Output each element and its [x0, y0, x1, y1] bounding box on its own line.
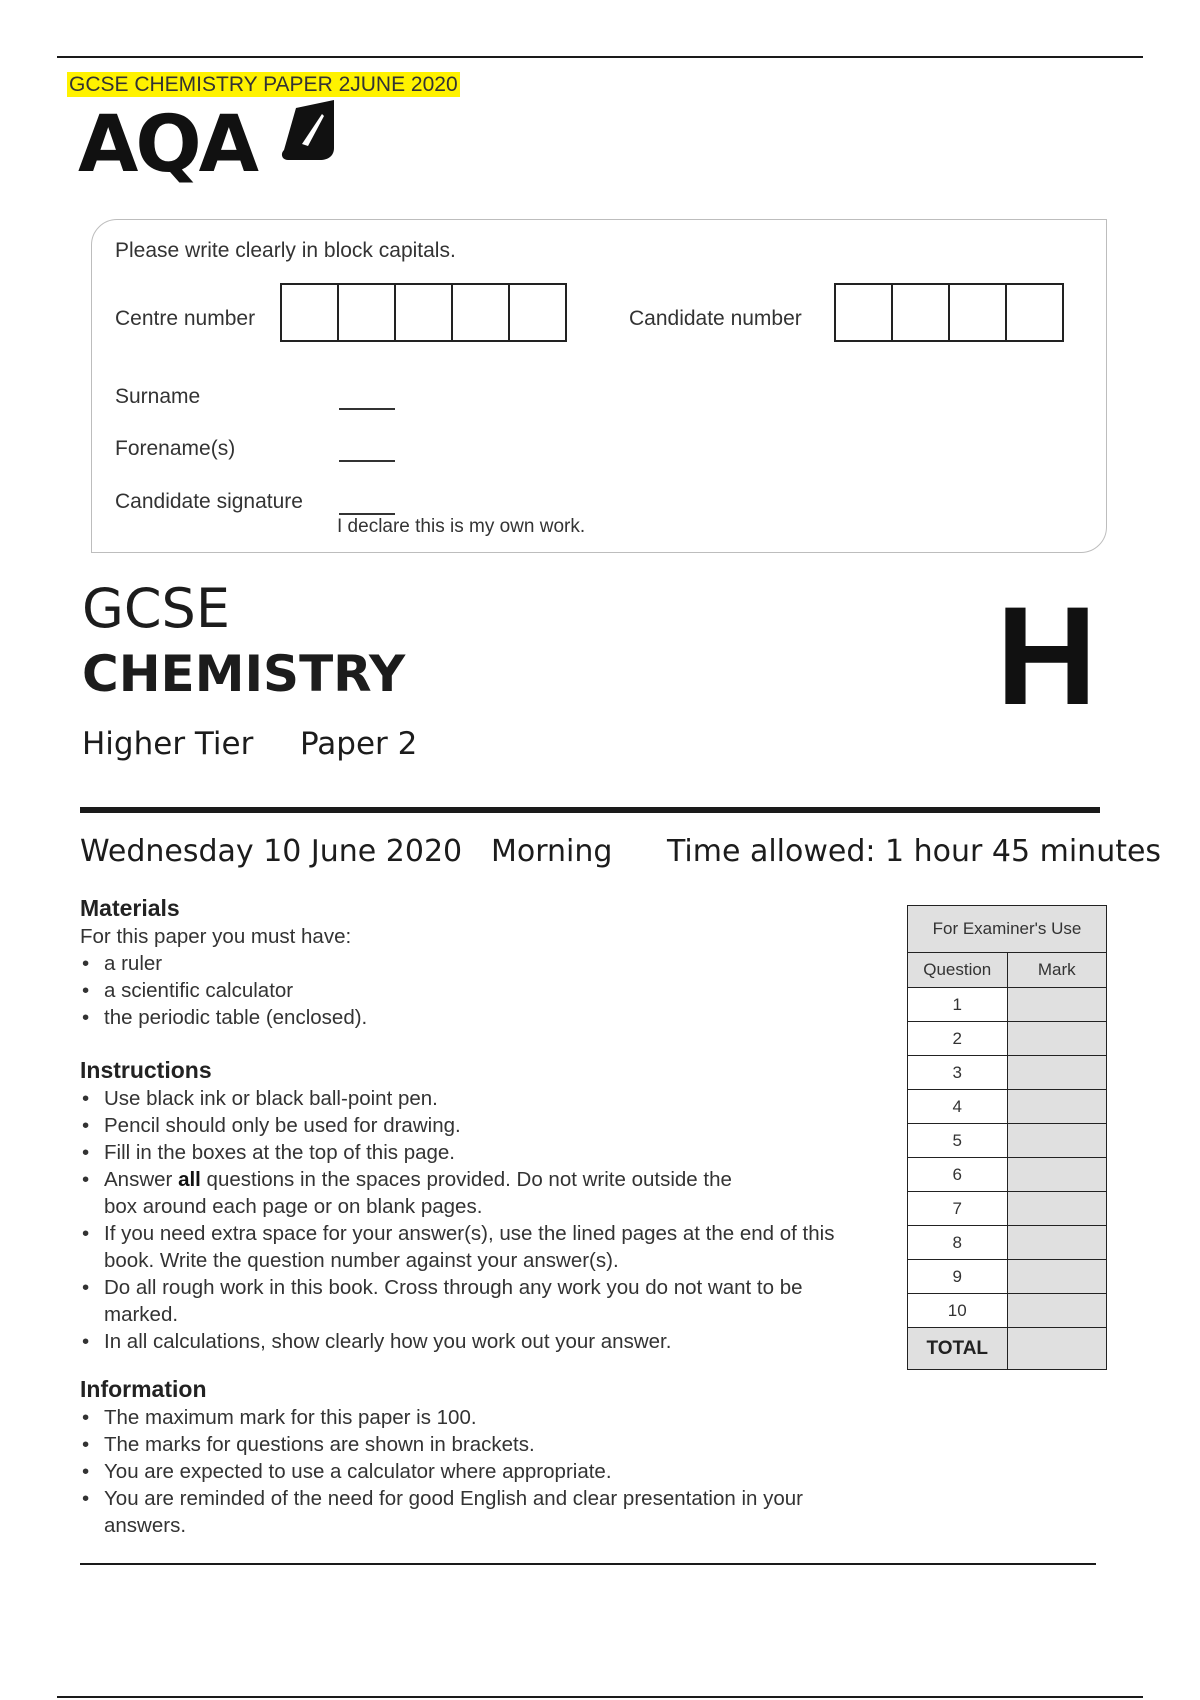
mark-cell: [1007, 1022, 1107, 1056]
centre-number-digit-box[interactable]: [339, 285, 396, 340]
list-item: • In all calculations, show clearly how you work out your answer.: [80, 1328, 870, 1355]
mark-cell: [1007, 1158, 1107, 1192]
question-number: 1: [908, 988, 1008, 1022]
surname-field[interactable]: [339, 408, 395, 410]
list-item: • Use black ink or black ball-point pen.: [80, 1085, 870, 1112]
forenames-label: Forename(s): [115, 437, 236, 460]
list-item: • a scientific calculator: [80, 977, 880, 1004]
candidate-number-digit-box[interactable]: [1007, 285, 1062, 340]
aqa-flag-icon: [278, 100, 338, 166]
question-number: 9: [908, 1260, 1008, 1294]
candidate-number-digit-box[interactable]: [950, 285, 1007, 340]
list-item: • The maximum mark for this paper is 100.: [80, 1404, 870, 1431]
mark-cell: [1007, 1124, 1107, 1158]
instructions-heading: Instructions: [80, 1057, 212, 1083]
list-item: • Fill in the boxes at the top of this page.: [80, 1139, 870, 1166]
mark-cell: [1007, 1260, 1107, 1294]
list-item: • You are expected to use a calculator where appropriate.: [80, 1458, 870, 1485]
tier-letter: H: [996, 577, 1098, 734]
mark-cell: [1007, 1192, 1107, 1226]
list-item: • The marks for questions are shown in brackets.: [80, 1431, 870, 1458]
footer-divider: [80, 1563, 1096, 1565]
mark-column-header: Mark: [1007, 953, 1107, 988]
candidate-number-digit-box[interactable]: [893, 285, 950, 340]
list-item: [80, 1166, 744, 1220]
subject-title: CHEMISTRY: [82, 645, 406, 703]
question-number: 7: [908, 1192, 1008, 1226]
list-item: • If you need extra space for your answer(s), use the lined pages at the end of this book. Write the question number against your answer(s).: [80, 1220, 864, 1274]
information-section: [80, 1376, 870, 1539]
mark-cell: [1007, 988, 1107, 1022]
list-item: • a ruler: [80, 950, 880, 977]
mark-cell: [1007, 1090, 1107, 1124]
total-mark-cell: [1007, 1328, 1107, 1370]
question-number: 2: [908, 1022, 1008, 1056]
materials-section: [80, 895, 880, 1031]
question-number: 3: [908, 1056, 1008, 1090]
materials-heading: Materials: [80, 895, 180, 921]
paper-label: Paper 2: [300, 726, 418, 762]
header-highlight: GCSE CHEMISTRY PAPER 2JUNE 2020: [69, 73, 458, 96]
centre-number-digit-box[interactable]: [453, 285, 510, 340]
title-divider: [80, 807, 1100, 813]
exam-session: Morning: [491, 834, 613, 869]
list-item: • the periodic table (enclosed).: [80, 1004, 880, 1031]
examiner-use-table: [907, 905, 1107, 1370]
question-column-header: Question: [908, 953, 1008, 988]
question-number: 8: [908, 1226, 1008, 1260]
candidate-number-label: Candidate number: [629, 307, 802, 330]
answer-bold: all: [178, 1168, 201, 1191]
information-heading: Information: [80, 1376, 207, 1402]
question-number: 4: [908, 1090, 1008, 1124]
time-allowed: Time allowed: 1 hour 45 minutes: [667, 834, 1162, 869]
list-item: • You are reminded of the need for good English and clear presentation in your answers.: [80, 1485, 804, 1539]
tier-label: Higher Tier: [82, 726, 254, 762]
centre-number-digit-box[interactable]: [282, 285, 339, 340]
question-number: 5: [908, 1124, 1008, 1158]
centre-number-digit-box[interactable]: [510, 285, 565, 340]
candidate-number-boxes[interactable]: [834, 283, 1064, 342]
list-item: • Pencil should only be used for drawing.: [80, 1112, 870, 1139]
answer-rest: questions in the spaces provided. Do not write outside the box around each page or on blank pages.: [104, 1168, 732, 1218]
list-item: • Do all rough work in this book. Cross through any work you do not want to be marked.: [80, 1274, 804, 1328]
aqa-logo: [78, 100, 256, 190]
surname-label: Surname: [115, 385, 201, 408]
question-number: 10: [908, 1294, 1008, 1328]
materials-intro: For this paper you must have:: [80, 925, 352, 948]
mark-cell: [1007, 1056, 1107, 1090]
exam-date: Wednesday 10 June 2020: [80, 834, 463, 869]
qualification-title: GCSE: [82, 577, 230, 640]
block-capitals-instruction: Please write clearly in block capitals.: [115, 239, 456, 262]
signature-label: Candidate signature: [115, 490, 303, 513]
forenames-field[interactable]: [339, 460, 395, 462]
mark-cell: [1007, 1226, 1107, 1260]
instructions-section: [80, 1057, 870, 1355]
answer-prefix: Answer: [104, 1168, 179, 1191]
signature-field[interactable]: [339, 513, 395, 515]
top-rule: [57, 56, 1143, 58]
aqa-logo-text: AQA: [78, 100, 257, 190]
question-number: 6: [908, 1158, 1008, 1192]
total-label: TOTAL: [908, 1328, 1008, 1370]
mark-cell: [1007, 1294, 1107, 1328]
centre-number-label: Centre number: [115, 307, 256, 330]
own-work-declaration: I declare this is my own work.: [337, 516, 586, 537]
examiner-table-title: For Examiner's Use: [908, 906, 1107, 953]
candidate-number-digit-box[interactable]: [836, 285, 893, 340]
centre-number-boxes[interactable]: [280, 283, 567, 342]
bottom-rule: [57, 1696, 1143, 1698]
centre-number-digit-box[interactable]: [396, 285, 453, 340]
